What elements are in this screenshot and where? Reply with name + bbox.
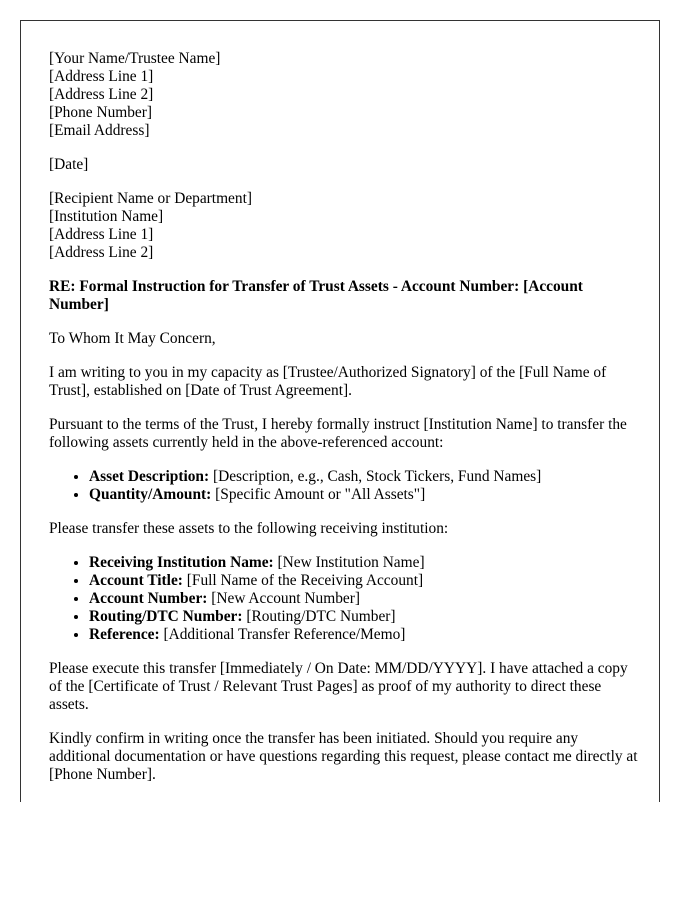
list-item-label: Routing/DTC Number:	[89, 608, 243, 625]
recipient-name: [Recipient Name or Department]	[49, 190, 252, 207]
sender-phone: [Phone Number]	[49, 104, 153, 121]
list-item-value: [Description, e.g., Cash, Stock Tickers, Fund Names]	[209, 468, 542, 485]
list-item-label: Quantity/Amount:	[89, 486, 212, 503]
list-item-value: [Full Name of the Receiving Account]	[182, 572, 424, 589]
paragraph-receiving-intro: Please transfer these assets to the following receiving institution:	[49, 520, 449, 537]
paragraph-confirmation: Kindly confirm in writing once the transfer has been initiated. Should you require any additional documentation or have questions regarding this request, please contact me directly at [Phone Number].	[49, 730, 638, 783]
list-item	[89, 590, 639, 608]
list-item	[89, 572, 639, 590]
list-item	[89, 486, 639, 504]
recipient-institution: [Institution Name]	[49, 208, 164, 225]
sender-name: [Your Name/Trustee Name]	[49, 50, 221, 67]
list-item-label: Reference:	[89, 626, 160, 643]
sender-email: [Email Address]	[49, 122, 150, 139]
asset-list	[49, 468, 639, 504]
sender-address-line-2: [Address Line 2]	[49, 86, 154, 103]
list-item	[89, 554, 639, 572]
list-item-value: [Routing/DTC Number]	[242, 608, 396, 625]
letter-page	[20, 20, 660, 802]
letter-date: [Date]	[49, 156, 89, 173]
letter-content	[49, 50, 639, 784]
subject-line: RE: Formal Instruction for Transfer of Trust Assets - Account Number: [Account Number]	[49, 278, 583, 313]
salutation: To Whom It May Concern,	[49, 330, 216, 347]
list-item	[89, 608, 639, 626]
list-item-label: Account Number:	[89, 590, 208, 607]
list-item-value: [Specific Amount or "All Assets"]	[211, 486, 426, 503]
sender-address-block	[49, 50, 639, 140]
recipient-address-line-1: [Address Line 1]	[49, 226, 154, 243]
list-item-label: Receiving Institution Name:	[89, 554, 274, 571]
list-item-label: Asset Description:	[89, 468, 210, 485]
paragraph-instruction: Pursuant to the terms of the Trust, I hereby formally instruct [Institution Name] to transfer the following assets currently held in the above-referenced account:	[49, 416, 627, 451]
list-item-value: [Additional Transfer Reference/Memo]	[159, 626, 406, 643]
receiving-institution-list	[49, 554, 639, 644]
recipient-address-block	[49, 190, 639, 262]
paragraph-execution: Please execute this transfer [Immediately / On Date: MM/DD/YYYY]. I have attached a copy of the [Certificate of Trust / Relevant Trust Pages] as proof of my authority to direct these assets.	[49, 660, 628, 713]
recipient-address-line-2: [Address Line 2]	[49, 244, 154, 261]
list-item	[89, 626, 639, 644]
paragraph-capacity: I am writing to you in my capacity as [Trustee/Authorized Signatory] of the [Full Name of Trust], established on [Date of Trust Agreement].	[49, 364, 607, 399]
list-item-value: [New Account Number]	[207, 590, 360, 607]
list-item-value: [New Institution Name]	[273, 554, 425, 571]
list-item-label: Account Title:	[89, 572, 183, 589]
sender-address-line-1: [Address Line 1]	[49, 68, 154, 85]
list-item	[89, 468, 639, 486]
